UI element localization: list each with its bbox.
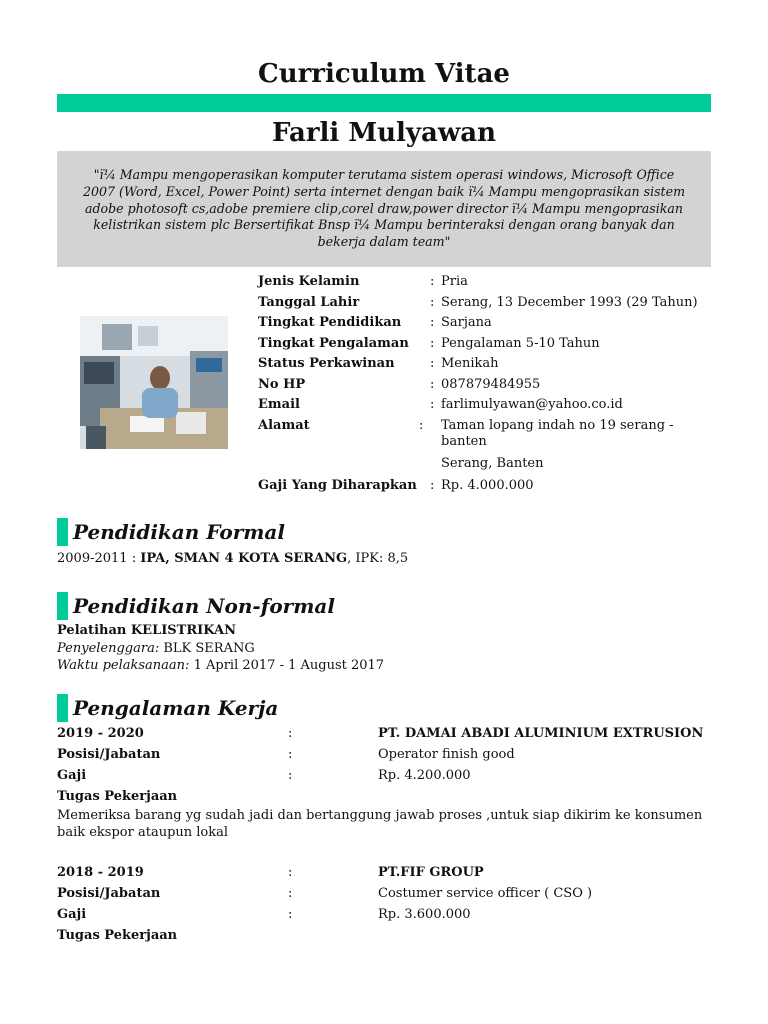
info-row-experience-level xyxy=(258,334,718,355)
duties-label: Tugas Pekerjaan xyxy=(57,928,178,943)
training-time xyxy=(57,657,384,675)
section-marker xyxy=(57,694,68,722)
info-label: Tingkat Pengalaman xyxy=(258,335,409,351)
separator: : xyxy=(430,397,435,412)
info-row-birth xyxy=(258,293,718,314)
info-label: No HP xyxy=(258,376,306,392)
job-period: 2019 - 2020 xyxy=(57,726,144,741)
job-salary: Rp. 3.600.000 xyxy=(378,907,471,922)
info-value: Pria xyxy=(441,274,468,289)
info-value: Menikah xyxy=(441,356,499,371)
info-value: Serang, 13 December 1993 (29 Tahun) xyxy=(441,294,698,310)
separator: : xyxy=(430,478,435,493)
address-line-1: Taman lopang indah no 19 serang - banten xyxy=(441,417,674,449)
job-1-duties: Memeriksa barang yg sudah jadi dan bertanggung jawab proses ,untuk siap dikirim ke konsumen baik ekspor ataupun lokal xyxy=(57,808,703,840)
info-row-gender xyxy=(258,272,718,293)
info-value: 087879484955 xyxy=(441,376,541,392)
section-formal-education xyxy=(57,518,285,546)
time-value: 1 April 2017 - 1 August 2017 xyxy=(193,658,385,673)
section-heading: Pendidikan Non-formal xyxy=(73,594,335,618)
info-row-email xyxy=(258,395,718,416)
info-label: Tanggal Lahir xyxy=(258,294,360,310)
job-company: PT. DAMAI ABADI ALUMINIUM EXTRUSION xyxy=(378,726,704,741)
document-title: Curriculum Vitae xyxy=(258,59,510,89)
separator: : xyxy=(430,315,435,330)
info-label: Alamat xyxy=(258,417,310,433)
section-heading: Pendidikan Formal xyxy=(73,520,285,544)
separator: : xyxy=(288,865,293,880)
info-value: Rp. 4.000.000 xyxy=(441,478,534,493)
profile-photo-image xyxy=(80,316,228,449)
separator: : xyxy=(288,747,293,762)
info-value: Sarjana xyxy=(441,315,492,330)
section-work-experience xyxy=(57,694,278,722)
job-period: 2018 - 2019 xyxy=(57,865,144,880)
separator: : xyxy=(430,294,435,310)
education-years: 2009-2011 xyxy=(57,551,128,566)
title-accent-bar xyxy=(57,94,711,112)
info-row-phone xyxy=(258,375,718,396)
section-nonformal-education xyxy=(57,592,335,620)
separator: : xyxy=(430,335,435,351)
info-row-education-level xyxy=(258,313,718,334)
separator: : xyxy=(430,356,435,371)
profile-info xyxy=(258,272,718,497)
duties-label: Tugas Pekerjaan xyxy=(57,789,178,804)
training-organizer xyxy=(57,640,255,658)
info-row-address xyxy=(258,416,718,475)
separator: : xyxy=(430,376,435,392)
profile-photo xyxy=(80,316,228,449)
info-row-marital-status xyxy=(258,354,718,375)
separator: : xyxy=(288,768,293,783)
info-row-expected-salary xyxy=(258,476,718,497)
info-label: Email xyxy=(258,397,300,412)
info-label: Jenis Kelamin xyxy=(258,274,360,289)
formal-education-entry xyxy=(57,550,408,568)
section-heading: Pengalaman Kerja xyxy=(73,696,279,720)
address-line-2: Serang, Banten xyxy=(441,455,544,471)
training-name: Pelatihan KELISTRIKAN xyxy=(57,623,236,638)
separator: : xyxy=(430,274,435,289)
separator: : xyxy=(288,886,293,901)
summary-text: "ï¼ Mampu mengoperasikan komputer terutama sistem operasi windows, Microsoft Office 2007 (Word, Excel, Power Point) serta internet dengan baik ï¼ Mampu mengoprasikan sistem adobe photosoft cs,adobe premiere clip,corel draw,power director ï¼ Mampu mengoprasikan kelistrikan sistem plc Bersertifikat Bnsp ï¼ Mampu berinteraksi dengan orang banyak dan bekerja dalam team" xyxy=(82,167,686,250)
section-marker xyxy=(57,592,68,620)
education-school: IPA, SMAN 4 KOTA SERANG xyxy=(140,551,348,566)
job-position: Operator finish good xyxy=(378,747,515,762)
salary-label: Gaji xyxy=(57,907,87,922)
info-label: Tingkat Pendidikan xyxy=(258,315,402,330)
separator: : xyxy=(419,417,424,433)
education-ipk: , IPK: 8,5 xyxy=(347,551,409,566)
candidate-name: Farli Mulyawan xyxy=(271,118,497,148)
job-company: PT.FIF GROUP xyxy=(378,865,484,880)
info-label: Gaji Yang Diharapkan xyxy=(258,478,417,493)
position-label: Posisi/Jabatan xyxy=(57,886,161,901)
organizer-value: BLK SERANG xyxy=(163,641,255,656)
email-value: farlimulyawan@yahoo.co.id xyxy=(441,397,623,412)
position-label: Posisi/Jabatan xyxy=(57,747,161,762)
organizer-label: Penyelenggara: xyxy=(57,641,160,656)
time-label: Waktu pelaksanaan: xyxy=(57,658,190,673)
separator: : xyxy=(131,551,137,566)
job-position: Costumer service officer ( CSO ) xyxy=(378,886,593,901)
section-marker xyxy=(57,518,68,546)
summary-box xyxy=(57,151,711,267)
info-value: Pengalaman 5-10 Tahun xyxy=(441,335,600,351)
salary-label: Gaji xyxy=(57,768,87,783)
info-label: Status Perkawinan xyxy=(258,356,395,371)
separator: : xyxy=(288,726,293,741)
job-salary: Rp. 4.200.000 xyxy=(378,768,471,783)
separator: : xyxy=(288,907,293,922)
